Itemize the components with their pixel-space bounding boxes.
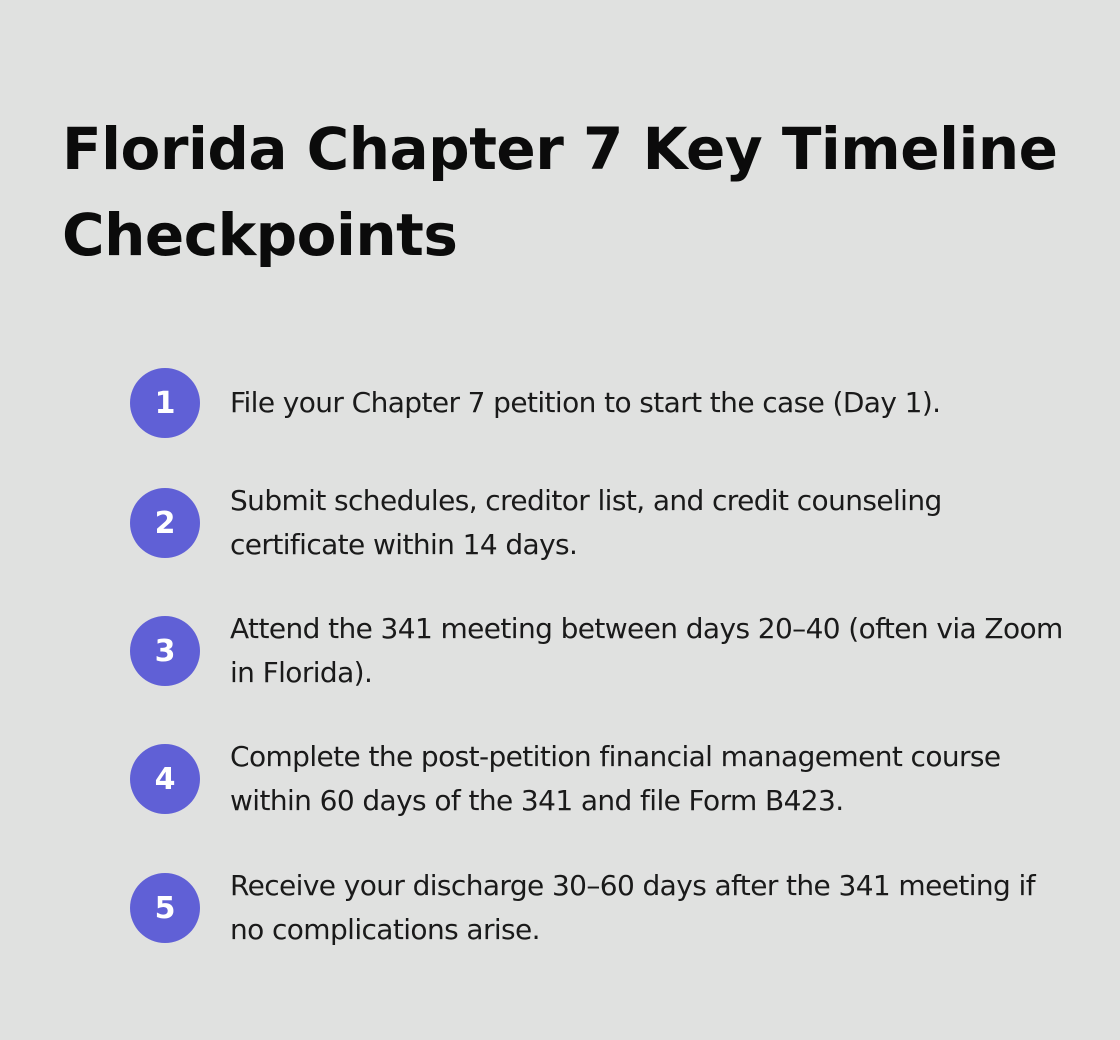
step-number-badge: 1 (130, 368, 200, 438)
step-text: File your Chapter 7 petition to start the case (Day 1). (230, 386, 941, 419)
step-text: Complete the post-petition financial management course within 60 days of the 341 and file Form B423. (230, 740, 1001, 817)
step-number-badge: 3 (130, 616, 200, 686)
step-item (130, 864, 1070, 952)
step-text: Receive your discharge 30–60 days after the 341 meeting if no complications arise. (230, 869, 1035, 946)
step-text: Attend the 341 meeting between days 20–40 (often via Zoom in Florida). (230, 612, 1063, 689)
step-item (130, 479, 1070, 567)
step-number-badge: 2 (130, 488, 200, 558)
step-number-badge: 5 (130, 873, 200, 943)
step-number-badge: 4 (130, 744, 200, 814)
step-item (130, 735, 1070, 823)
step-item (130, 607, 1070, 695)
page-title: Florida Chapter 7 Key Timeline Checkpoints (62, 115, 1058, 269)
step-text: Submit schedules, creditor list, and credit counseling certificate within 14 days. (230, 484, 942, 561)
step-item (130, 368, 1070, 438)
